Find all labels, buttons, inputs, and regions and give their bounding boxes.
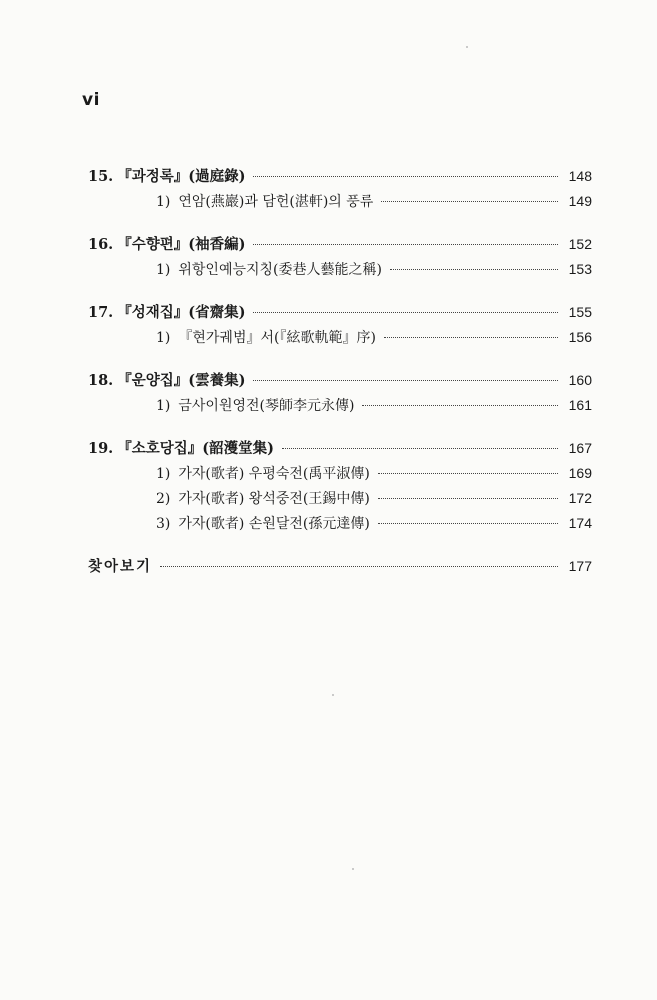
- subentry-number: 1): [156, 330, 171, 346]
- subentry-title: 가자(歌者) 손원달전(孫元達傳): [178, 516, 370, 532]
- subentry-title: 연암(燕巖)과 담헌(湛軒)의 풍류: [178, 194, 374, 210]
- dot-leader: [390, 269, 558, 270]
- toc-subentry[interactable]: [88, 461, 592, 486]
- index-page: 177: [568, 558, 592, 574]
- paper-speck: [352, 868, 354, 870]
- toc-subentry[interactable]: [88, 325, 592, 350]
- entry-number: 19.: [88, 440, 114, 457]
- subentry-number: 1): [156, 194, 171, 210]
- subentry-number: 1): [156, 398, 171, 414]
- paper-speck: [466, 46, 468, 48]
- subentry-page: 169: [568, 465, 592, 481]
- toc-subentry[interactable]: [88, 257, 592, 282]
- dot-leader: [253, 380, 558, 381]
- toc-subentry[interactable]: [88, 393, 592, 418]
- index-title: 찾아보기: [88, 558, 153, 575]
- subentry-title: 가자(歌者) 왕석중전(王錫中傳): [178, 491, 370, 507]
- dot-leader: [378, 473, 558, 474]
- entry-number: 16.: [88, 236, 114, 253]
- toc-section: [88, 368, 592, 418]
- toc-entry[interactable]: [88, 368, 592, 393]
- subentry-page: 149: [568, 193, 592, 209]
- toc-subentry[interactable]: [88, 486, 592, 511]
- paper-speck: [332, 694, 334, 696]
- entry-page: 160: [568, 372, 592, 388]
- dot-leader: [384, 337, 558, 338]
- entry-page: 152: [568, 236, 592, 252]
- toc-section: [88, 436, 592, 536]
- entry-title: 『운양집』(雲養集): [117, 372, 246, 389]
- dot-leader: [160, 566, 558, 567]
- dot-leader: [362, 405, 558, 406]
- toc-section: [88, 300, 592, 350]
- table-of-contents: [88, 164, 592, 579]
- subentry-title: 『현가궤범』서(『絃歌軌範』序): [178, 330, 376, 346]
- toc-section: [88, 164, 592, 214]
- dot-leader: [253, 244, 558, 245]
- subentry-number: 2): [156, 491, 171, 507]
- toc-entry[interactable]: [88, 232, 592, 257]
- subentry-page: 153: [568, 261, 592, 277]
- dot-leader: [282, 448, 558, 449]
- subentry-title: 위항인예능지칭(委巷人藝能之稱): [178, 262, 382, 278]
- dot-leader: [378, 498, 558, 499]
- toc-subentry[interactable]: [88, 189, 592, 214]
- toc-index-entry[interactable]: [88, 554, 592, 579]
- dot-leader: [253, 176, 558, 177]
- entry-title: 『소호당집』(韶濩堂集): [117, 440, 274, 457]
- subentry-page: 156: [568, 329, 592, 345]
- dot-leader: [378, 523, 558, 524]
- entry-page: 167: [568, 440, 592, 456]
- subentry-number: 1): [156, 262, 171, 278]
- toc-section: [88, 232, 592, 282]
- subentry-page: 172: [568, 490, 592, 506]
- subentry-page: 174: [568, 515, 592, 531]
- toc-entry[interactable]: [88, 300, 592, 325]
- entry-number: 15.: [88, 168, 114, 185]
- toc-subentry[interactable]: [88, 511, 592, 536]
- subentry-number: 1): [156, 466, 171, 482]
- entry-title: 『과정록』(過庭錄): [117, 168, 246, 185]
- entry-title: 『수향편』(袖香編): [117, 236, 246, 253]
- dot-leader: [253, 312, 558, 313]
- toc-entry[interactable]: [88, 436, 592, 461]
- page-number: vi: [82, 90, 100, 110]
- entry-number: 17.: [88, 304, 114, 321]
- dot-leader: [381, 201, 558, 202]
- toc-entry[interactable]: [88, 164, 592, 189]
- subentry-title: 금사이원영전(琴師李元永傳): [178, 398, 355, 414]
- subentry-title: 가자(歌者) 우평숙전(禹平淑傳): [178, 466, 370, 482]
- subentry-number: 3): [156, 516, 171, 532]
- entry-page: 155: [568, 304, 592, 320]
- entry-page: 148: [568, 168, 592, 184]
- entry-title: 『성재집』(省齋集): [117, 304, 246, 321]
- subentry-page: 161: [568, 397, 592, 413]
- entry-number: 18.: [88, 372, 114, 389]
